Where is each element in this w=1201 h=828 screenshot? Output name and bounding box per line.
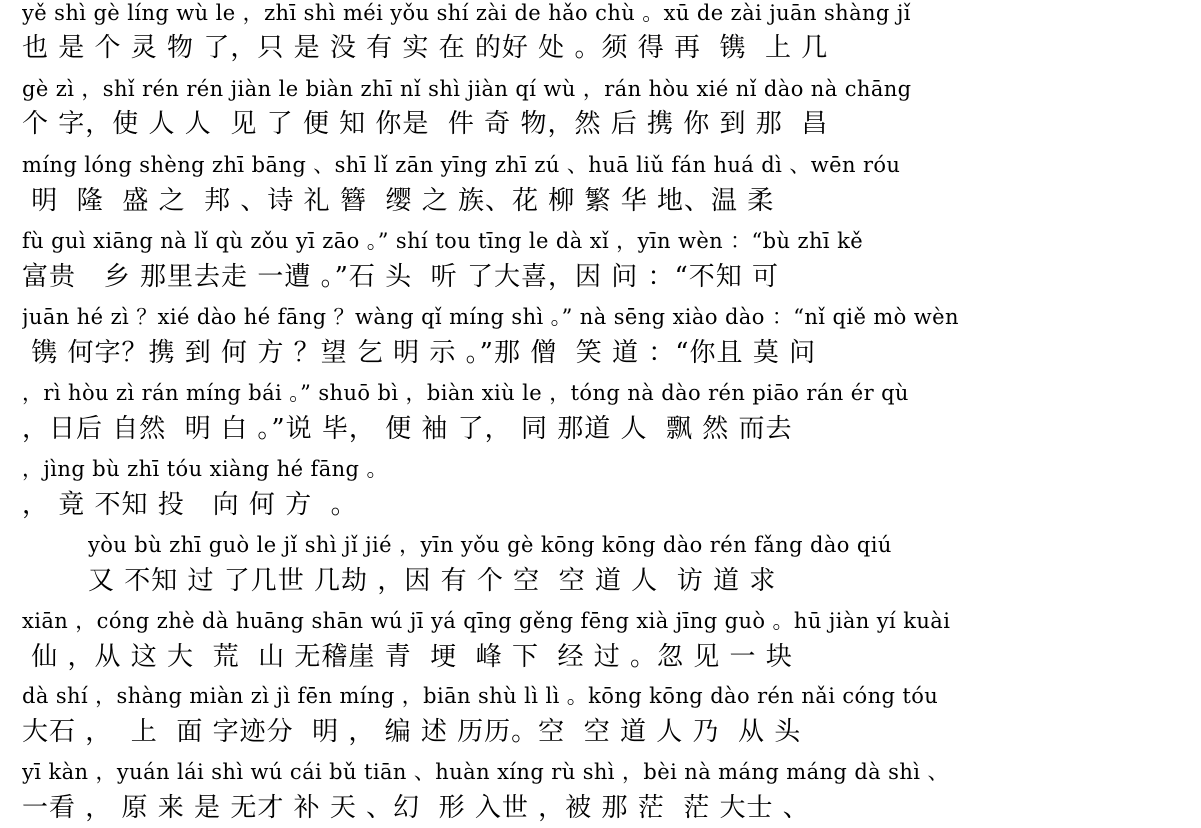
hanzi-line: 大石 ， 上 面 字迹分 明 ， 编 述 历历。空 空 道 人 乃 从 头	[22, 717, 802, 747]
pinyin-line: yī kàn ，yuán lái shì wú cái bǔ tiān 、huàn xíng rù shì ，bèi nà máng máng dà shì 、	[22, 760, 949, 784]
pinyin-line: ，jìng bù zhī tóu xiàng hé fāng 。	[22, 457, 388, 481]
pinyin-line: míng lóng shèng zhī bāng 、shī lǐ zān yīng zhī zú 、huā liǔ fán huá dì 、wēn róu	[22, 153, 901, 177]
hanzi-line: 又 不知 过 了几世 几劫 ，因 有 个 空 空 道 人 访 道 求	[88, 566, 777, 596]
hanzi-line: ， 竟 不知 投 向 何 方 。	[22, 490, 358, 520]
pinyin-line: gè zì ，shǐ rén rén jiàn le biàn zhī nǐ shì jiàn qí wù ，rán hòu xié nǐ dào nà chāng	[22, 77, 912, 101]
pinyin-line: yě shì gè líng wù le ，zhī shì méi yǒu shí zài de hǎo chù 。xū de zài juān shàng jǐ	[22, 1, 911, 25]
hanzi-line: 个 字，使 人 人 见 了 便 知 你是 件 奇 物，然 后 携 你 到 那 昌	[22, 109, 829, 139]
pinyin-line: xiān ，cóng zhè dà huāng shān wú jī yá qīng gěng fēng xià jīng guò 。hū jiàn yí kuài	[22, 609, 951, 633]
hanzi-line: 富贵 乡 那里去走 一遭 。”石 头 听 了大喜，因 问 ：“不知 可	[22, 262, 780, 292]
pinyin-line: juān hé zì ？xié dào hé fāng ？wàng qǐ míng shì 。” nà sēng xiào dào ：“nǐ qiě mò wèn	[22, 305, 959, 329]
pinyin-line: fù guì xiāng nà lǐ qù zǒu yī zāo 。” shí tou tīng le dà xǐ ，yīn wèn ：“bù zhī kě	[22, 229, 864, 253]
pinyin-line: dà shí ，shàng miàn zì jì fēn míng ，biān shù lì lì 。kōng kōng dào rén nǎi cóng tóu	[22, 684, 939, 708]
hanzi-line: 仙 ，从 这 大 荒 山 无稽崖 青 埂 峰 下 经 过 。忽 见 一 块	[22, 642, 793, 672]
hanzi-line: ，日后 自然 明 白 。”说 毕， 便 袖 了， 同 那道 人 飘 然 而去	[22, 414, 793, 444]
hanzi-line: 明 隆 盛 之 邦 、诗 礼 簪 缨 之 族、花 柳 繁 华 地、温 柔	[22, 186, 775, 216]
hanzi-line: 也 是 个 灵 物 了，只 是 没 有 实 在 的好 处 。须 得 再 镌 上 几	[22, 33, 829, 63]
hanzi-line: 镌 何字？携 到 何 方 ？望 乞 明 示 。”那 僧 笑 道 ：“你且 莫 问	[22, 338, 817, 368]
pinyin-line: yòu bù zhī guò le jǐ shì jǐ jié ，yīn yǒu gè kōng kōng dào rén fǎng dào qiú	[88, 533, 892, 557]
pinyin-line: ，rì hòu zì rán míng bái 。” shuō bì ，biàn xiù le ，tóng nà dào rén piāo rán ér qù	[22, 381, 909, 405]
hanzi-line: 一看 ， 原 来 是 无才 补 天 、幻 形 入世 ，被 那 茫 茫 大士 、	[22, 793, 810, 823]
